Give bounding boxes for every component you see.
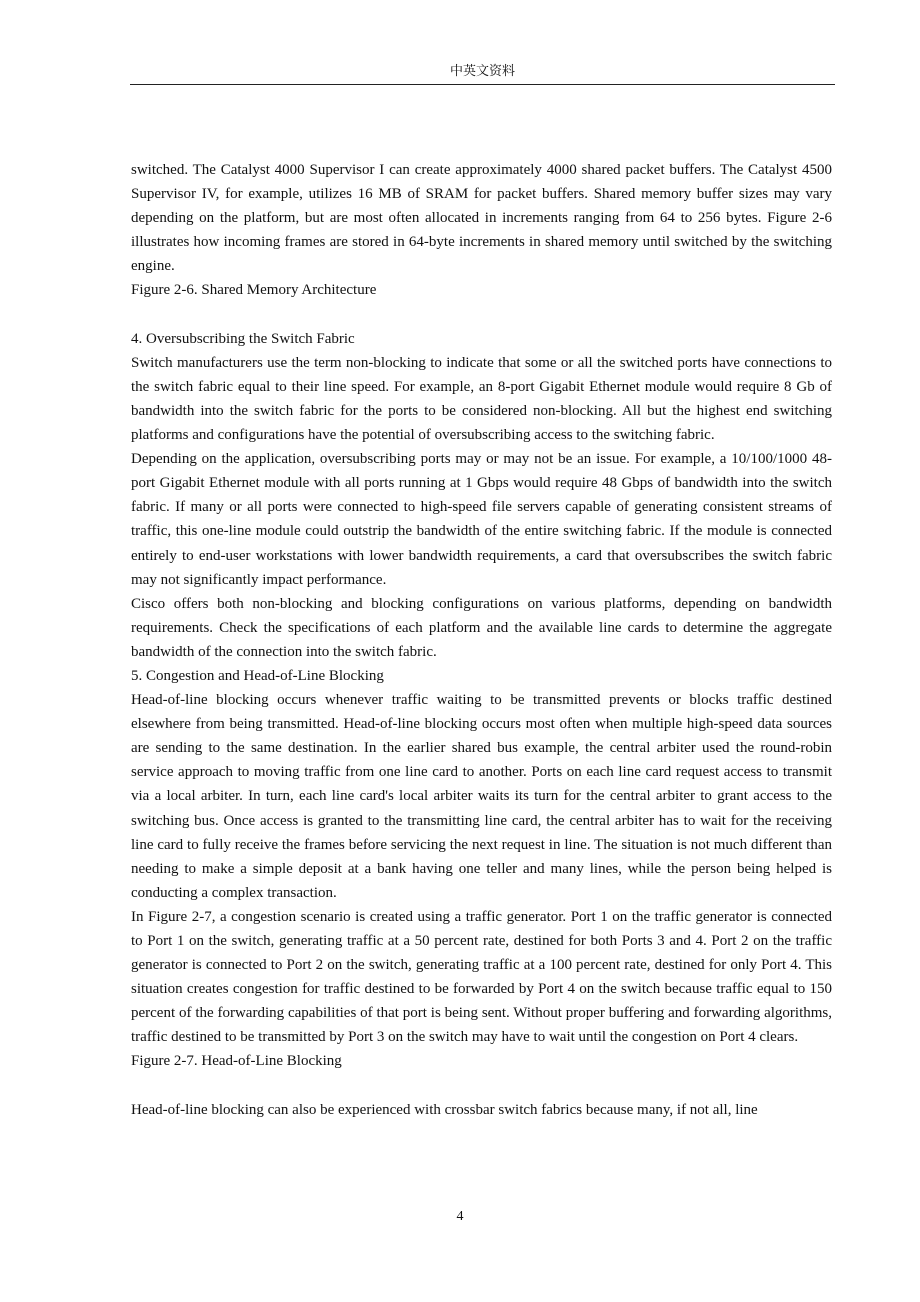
- paragraph-shared-memory: switched. The Catalyst 4000 Supervisor I can create approximately 4000 shared packet buffers. The Catalyst 4500 Supervisor IV, for example, utilizes 16 MB of SRAM for packet buffers. Shared memory buffer sizes may vary depending on the platform, but are most often allocated in increments ranging from 64 to 256 bytes. Figure 2-6 illustrates how incoming frames are stored in 64-byte increments in shared memory until switched by the switching engine.: [131, 162, 832, 275]
- section-heading-4: 4. Oversubscribing the Switch Fabric: [131, 330, 355, 347]
- paragraph-oversubscribing: Depending on the application, oversubscribing ports may or may not be an issue. For example, a 10/100/1000 48-port Gigabit Ethernet module with all ports running at 1 Gbps would require 48 Gbps of bandwidth into the switch fabric. If many or all ports were connected to high-speed file servers capable of generating consistent streams of traffic, this one-line module could outstrip the bandwidth of the entire switching fabric. If the module is connected entirely to end-user workstations with lower bandwidth requirements, a card that oversubscribes the switch fabric may not significantly impact performance.: [131, 451, 832, 588]
- page-header: 中英文资料: [449, 63, 515, 78]
- section-heading-5: 5. Congestion and Head-of-Line Blocking: [131, 667, 384, 684]
- page-number: 4: [456, 1209, 464, 1224]
- document-body: [131, 158, 832, 1122]
- paragraph-non-blocking: Switch manufacturers use the term non-blocking to indicate that some or all the switched ports have connections to the switch fabric equal to their line speed. For example, an 8-port Gigabit Ethernet module would require 8 Gb of bandwidth into the switch fabric for the ports to be considered non-blocking. All but the highest end switching platforms and configurations have the potential of oversubscribing access to the switching fabric.: [131, 354, 832, 444]
- paragraph-cisco-configurations: Cisco offers both non-blocking and blocking configurations on various platforms, depending on bandwidth requirements. Check the specifications of each platform and the available line cards to determine the aggregate bandwidth of the connection into the switch fabric.: [131, 595, 832, 660]
- figure-caption-2-7: Figure 2-7. Head-of-Line Blocking: [131, 1053, 342, 1070]
- paragraph-crossbar: Head-of-line blocking can also be experienced with crossbar switch fabrics because many, if not all, line: [131, 1101, 758, 1118]
- header-rule: [130, 84, 835, 85]
- figure-2-7-placeholder: [131, 1074, 832, 1098]
- paragraph-head-of-line: Head-of-line blocking occurs whenever traffic waiting to be transmitted prevents or blocks traffic destined elsewhere from being transmitted. Head-of-line blocking occurs most often when multiple high-speed data sources are sending to the same destination. In the earlier shared bus example, the central arbiter used the round-robin service approach to moving traffic from one line card to another. Ports on each line card request access to transmit via a local arbiter. In turn, each line card's local arbiter waits its turn for the central arbiter to grant access to the switching bus. Once access is granted to the transmitting line card, the central arbiter has to wait for the receiving line card to fully receive the frames before servicing the next request in line. The situation is not much different than needing to make a simple deposit at a bank having one teller and many lines, while the person being helped is conducting a complex transaction.: [131, 692, 832, 901]
- paragraph-congestion-scenario: In Figure 2-7, a congestion scenario is created using a traffic generator. Port 1 on the traffic generator is connected to Port 1 on the switch, generating traffic at a 50 percent rate, destined for both Ports 3 and 4. Port 2 on the traffic generator is connected to Port 2 on the switch, generating traffic at a 100 percent rate, destined for only Port 4. This situation creates congestion for traffic destined to be forwarded by Port 4 on the switch because traffic equal to 150 percent of the forwarding capabilities of that port is being sent. Without proper buffering and forwarding algorithms, traffic destined to be transmitted by Port 3 on the switch may have to wait until the congestion on Port 4 clears.: [131, 908, 832, 1046]
- figure-caption-2-6: Figure 2-6. Shared Memory Architecture: [131, 282, 377, 299]
- figure-2-6-placeholder: [131, 303, 832, 327]
